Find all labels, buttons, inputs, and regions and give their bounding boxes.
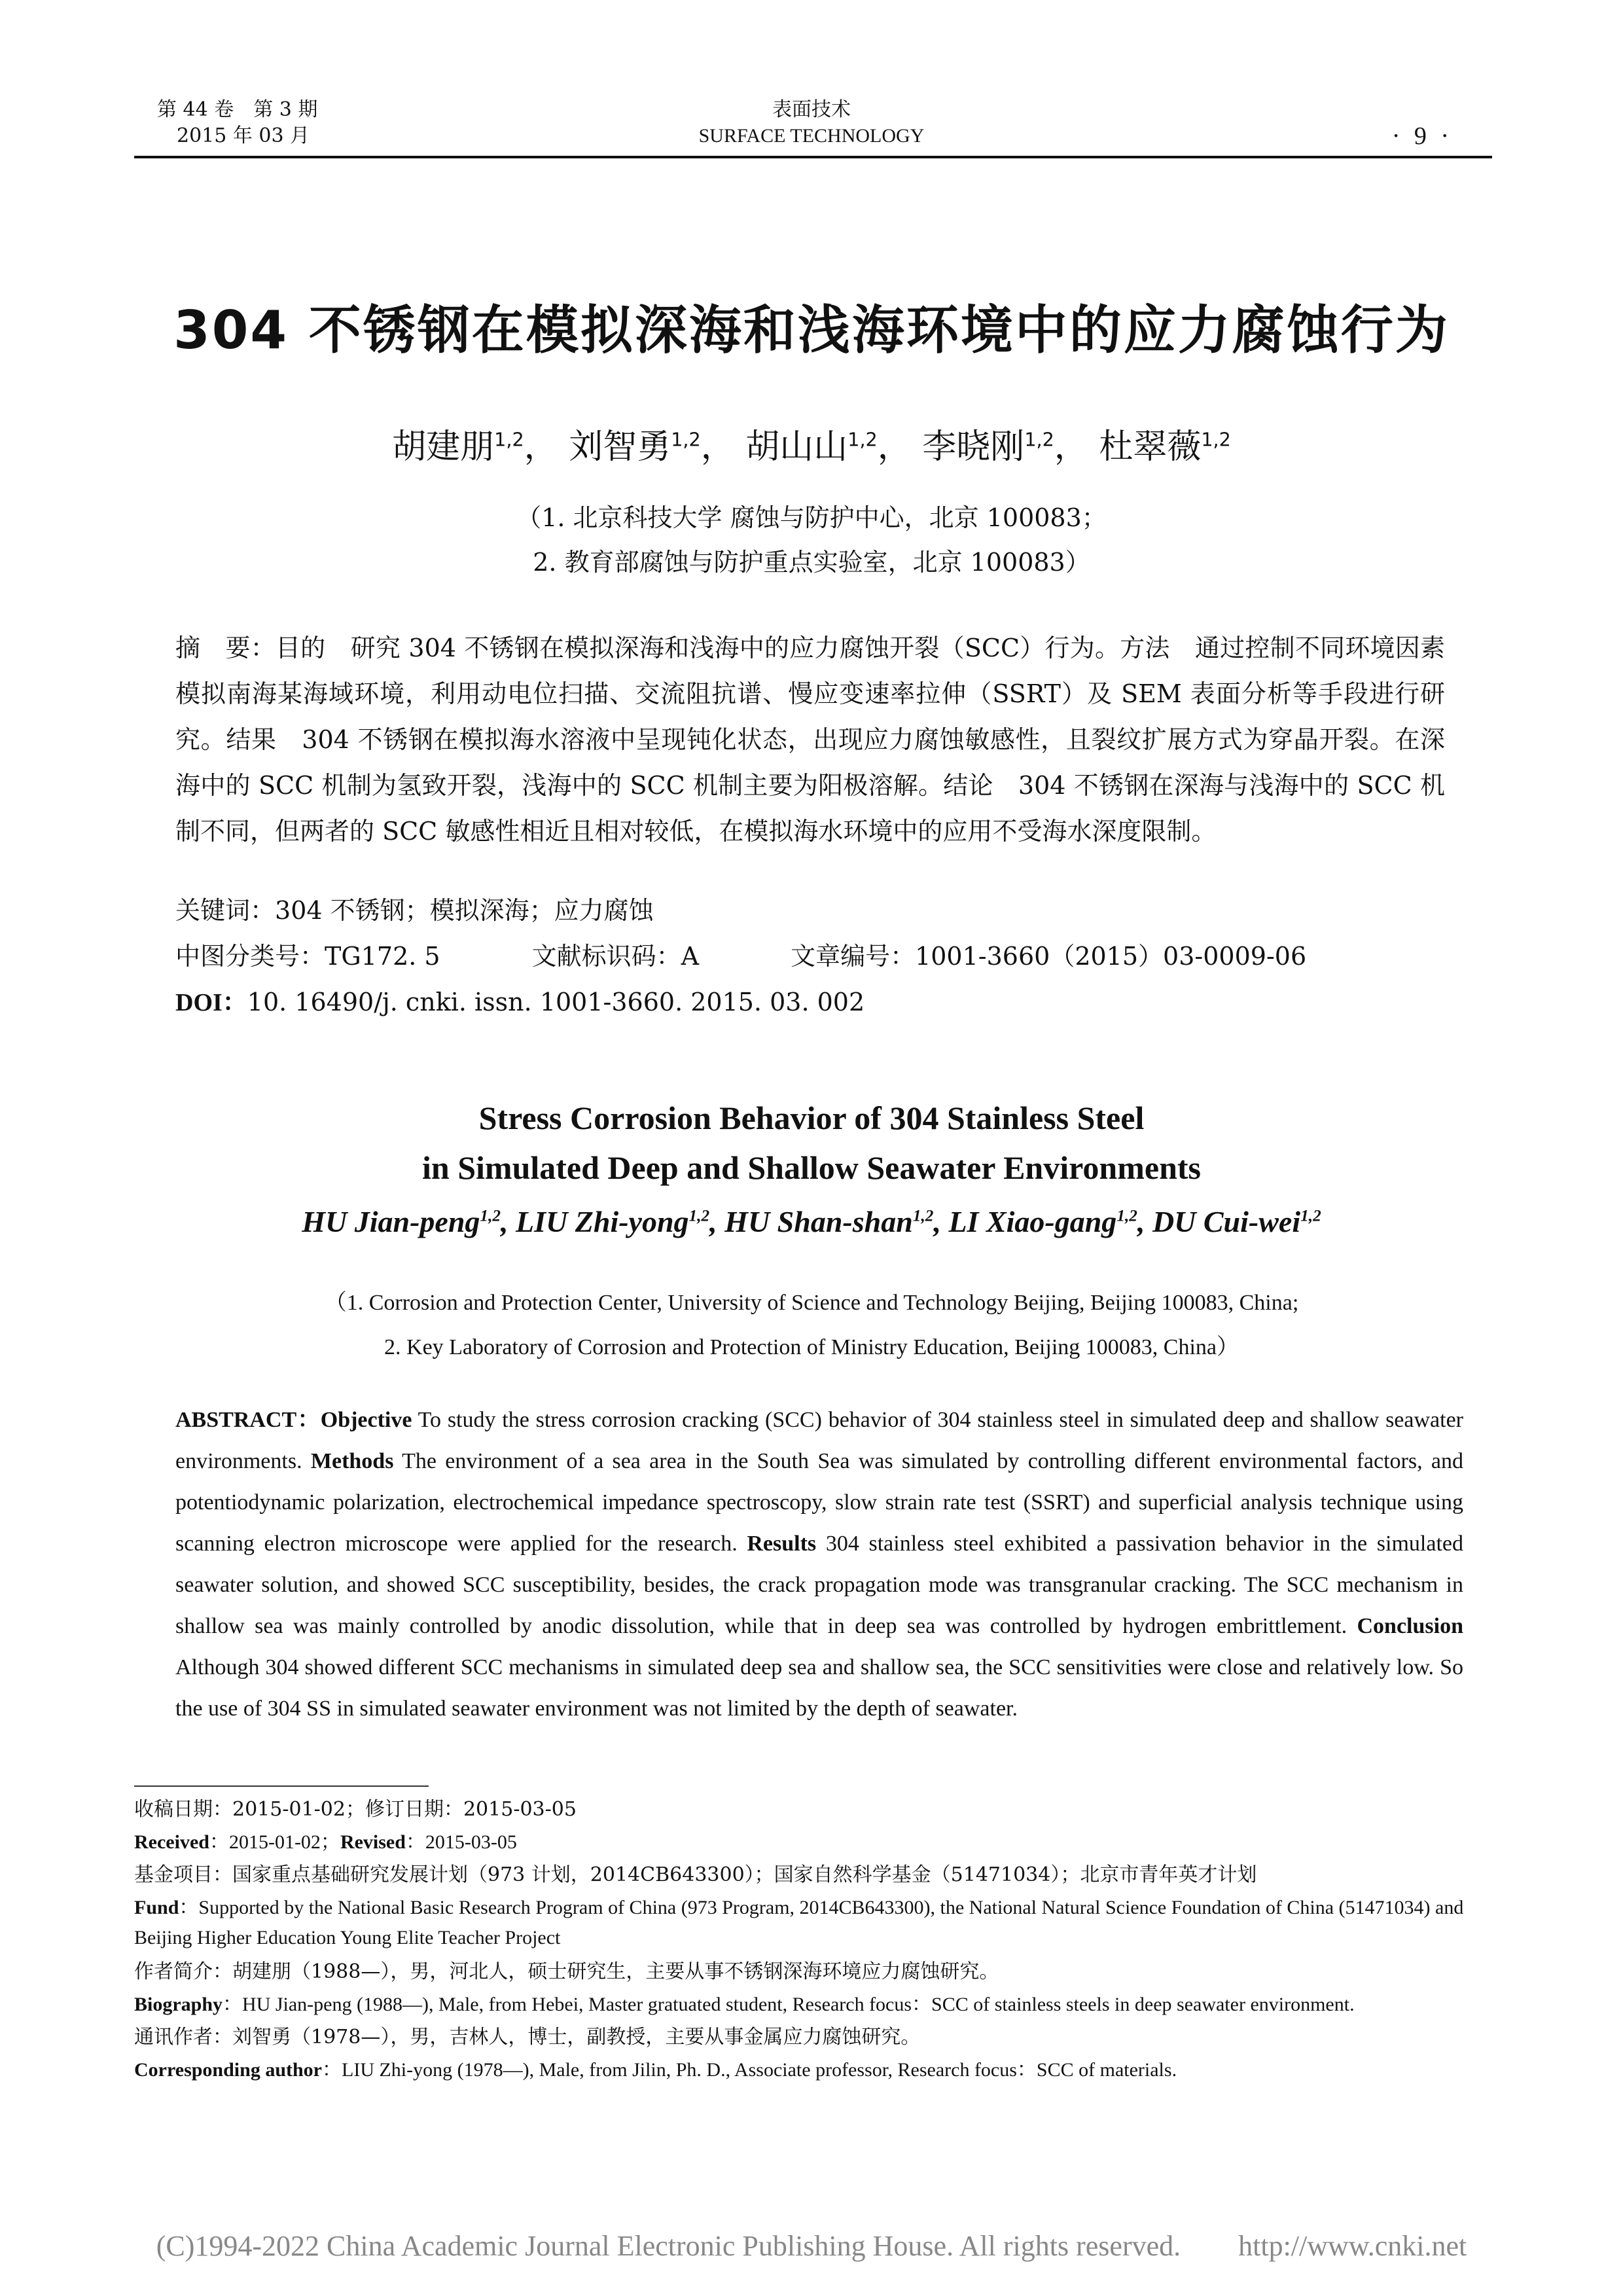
- objective-en: To study the stress corrosion cracking (SCC) behavior of 304 stainless steel in simulated deep and shallow seawater environments.: [175, 1408, 1463, 1473]
- author-en-5: DU Cui-wei$^{1,2}$: [1152, 1205, 1321, 1238]
- author-zh-5: 杜翠薇$^{1,2}$: [1099, 427, 1231, 467]
- paper-title-en-line-1: Stress Corrosion Behavior of 304 Stainless Steel: [478, 1100, 1145, 1136]
- article-number: 1001-3660（2015）03-0009-06: [915, 942, 1307, 971]
- paper-title-en-line-2: in Simulated Deep and Shallow Seawater Environments: [422, 1149, 1201, 1186]
- paper-title-zh: 304 不锈钢在模拟深海和浅海环境中的应力腐蚀行为: [173, 300, 1450, 361]
- affiliation-zh-2: 2. 教育部腐蚀与防护重点实验室，北京 100083）: [533, 548, 1090, 577]
- conclusion-label-en: Conclusion: [1357, 1614, 1463, 1638]
- objective-label-zh: 目的: [275, 634, 351, 662]
- affiliation-zh-1: （1. 北京科技大学 腐蚀与防护中心，北京 100083；: [516, 503, 1107, 532]
- author-zh-4: 李晓刚$^{1,2}$，: [922, 427, 1088, 467]
- author-list-en: [0, 1204, 1623, 1239]
- author-en-3: HU Shan-shan$^{1,2}$,: [724, 1205, 949, 1238]
- methods-label-en: Methods: [310, 1449, 394, 1473]
- doi-line: DOI：10. 16490/j. cnki. issn. 1001-3660. 2015. 03. 002: [175, 988, 865, 1016]
- document-code: A: [681, 942, 700, 971]
- results-label-en: Results: [747, 1532, 817, 1556]
- fund-en: Fund：Supported by the National Basic Research Program of China (973 Program, 2014CB643300), the National Natural Science Foundation of China (51471034) and Beijing Higher Education Young Elite Teacher Project: [134, 1897, 1464, 1948]
- conclusion-zh: 304 不锈钢在深海与浅海中的 SCC 机制不同，但两者的 SCC 敏感性相近且相对较低，在模拟海水环境中的应用不受海水深度限制。: [175, 771, 1446, 846]
- conclusion-label-zh: 结论: [943, 771, 1018, 800]
- methods-en: The environment of a sea area in the South Sea was simulated by controlling different environmental factors, and potentiodynamic polarization, electrochemical impedance spectroscopy, slow strain rate test (SSRT) and superficial analysis technique using scanning electron microscope were applied for the research.: [175, 1449, 1463, 1556]
- received-date-en: Received：2015-01-02；Revised：2015-03-05: [134, 1831, 517, 1853]
- footnote-rule: [134, 1785, 429, 1787]
- issue-date: 2015 年 03 月: [177, 124, 310, 147]
- author-zh-2: 刘智勇$^{1,2}$，: [569, 427, 735, 467]
- abstract-zh: [175, 625, 1445, 854]
- results-label-zh: 结果: [226, 725, 302, 754]
- running-header-left: [157, 97, 419, 149]
- running-header-center: [589, 97, 1034, 149]
- corresponding-author-en: Corresponding author：LIU Zhi-yong (1978—), Male, from Jilin, Ph. D., Associate professor, Research focus：SCC of materials.: [134, 2059, 1177, 2081]
- fund-zh: 基金项目：国家重点基础研究发展计划（973 计划，2014CB643300）；国家自然科学基金（51471034）；北京市青年英才计划: [134, 1863, 1257, 1886]
- author-list-zh: [0, 419, 1623, 468]
- corresponding-author-zh: 通讯作者：刘智勇（1978—），男，吉林人，博士，副教授，主要从事金属应力腐蚀研究。: [134, 2026, 921, 2049]
- volume-issue: 第 44 卷 第 3 期: [157, 98, 318, 121]
- methods-zh: 通过控制不同环境因素模拟南海某海域环境，利用动电位扫描、交流阻抗谱、慢应变速率拉伸（SSRT）及 SEM 表面分析等手段进行研究。: [175, 634, 1445, 754]
- abstract-en-label: ABSTRACT：: [175, 1408, 321, 1432]
- author-zh-3: 胡山山$^{1,2}$，: [745, 427, 912, 467]
- affiliation-en-2: 2. Key Laboratory of Corrosion and Protection of Ministry Education, Beijing 100083, China）: [384, 1335, 1239, 1359]
- journal-title-zh: 表面技术: [772, 98, 851, 121]
- received-date-zh: 收稿日期：2015-01-02；修订日期：2015-03-05: [134, 1798, 577, 1821]
- copyright-notice: (C)1994-2022 China Academic Journal Electronic Publishing House. All rights reserved. http://www.cnki.net: [156, 2230, 1467, 2262]
- abstract-zh-label: 摘 要：: [175, 634, 276, 662]
- doi-value: 10. 16490/j. cnki. issn. 1001-3660. 2015. 03. 002: [247, 988, 865, 1016]
- objective-zh: 研究 304 不锈钢在模拟深海和浅海中的应力腐蚀开裂（SCC）行为。: [350, 634, 1120, 662]
- results-zh: 304 不锈钢在模拟海水溶液中呈现钝化状态，出现应力腐蚀敏感性，且裂纹扩展方式为穿晶开裂。在深海中的 SCC 机制为氢致开裂，浅海中的 SCC 机制主要为阳极溶解。: [175, 725, 1445, 800]
- journal-title-en: SURFACE TECHNOLOGY: [698, 125, 925, 147]
- biography-zh: 作者简介：胡建朋（1988—），男，河北人，硕士研究生，主要从事不锈钢深海环境应力腐蚀研究。: [134, 1960, 999, 1983]
- author-en-4: LI Xiao-gang$^{1,2}$,: [948, 1205, 1152, 1238]
- keywords-zh: 关键词：304 不锈钢；模拟深海；应力腐蚀: [175, 896, 654, 925]
- author-en-1: HU Jian-peng$^{1,2}$,: [302, 1205, 516, 1238]
- author-zh-1: 胡建朋$^{1,2}$，: [392, 427, 558, 467]
- methods-label-zh: 方法: [1120, 634, 1195, 662]
- affiliation-en-1: （1. Corrosion and Protection Center, University of Science and Technology Beijing, Beijing 100083, China;: [324, 1291, 1299, 1315]
- results-en: 304 stainless steel exhibited a passivation behavior in the simulated seawater solution, and showed SCC susceptibility, besides, the crack propagation mode was transgranular cracking. The SCC mechanism in shallow sea was mainly controlled by anodic dissolution, while that in deep sea was controlled by hydrogen embrittlement.: [175, 1532, 1463, 1638]
- biography-en: Biography：HU Jian-peng (1988—), Male, from Hebei, Master gratuated student, Research focus：SCC of stainless steels in deep seawater environment.: [134, 1994, 1355, 2015]
- objective-label-en: Objective: [320, 1408, 412, 1432]
- conclusion-en: Although 304 showed different SCC mechanisms in simulated deep sea and shallow sea, the SCC sensitivities were close and relatively low. So the use of 304 SS in simulated seawater environment was not limited by the depth of seawater.: [175, 1655, 1463, 1721]
- author-en-2: LIU Zhi-yong$^{1,2}$,: [516, 1205, 725, 1238]
- page-number: · 9 ·: [1391, 122, 1453, 150]
- classification-line: 中图分类号：TG172. 5 文献标识码：A 文章编号：1001-3660（2015）03-0009-06: [175, 942, 1307, 971]
- clc-number: TG172. 5: [325, 942, 440, 971]
- abstract-en: [175, 1399, 1463, 1729]
- header-rule: [134, 156, 1492, 158]
